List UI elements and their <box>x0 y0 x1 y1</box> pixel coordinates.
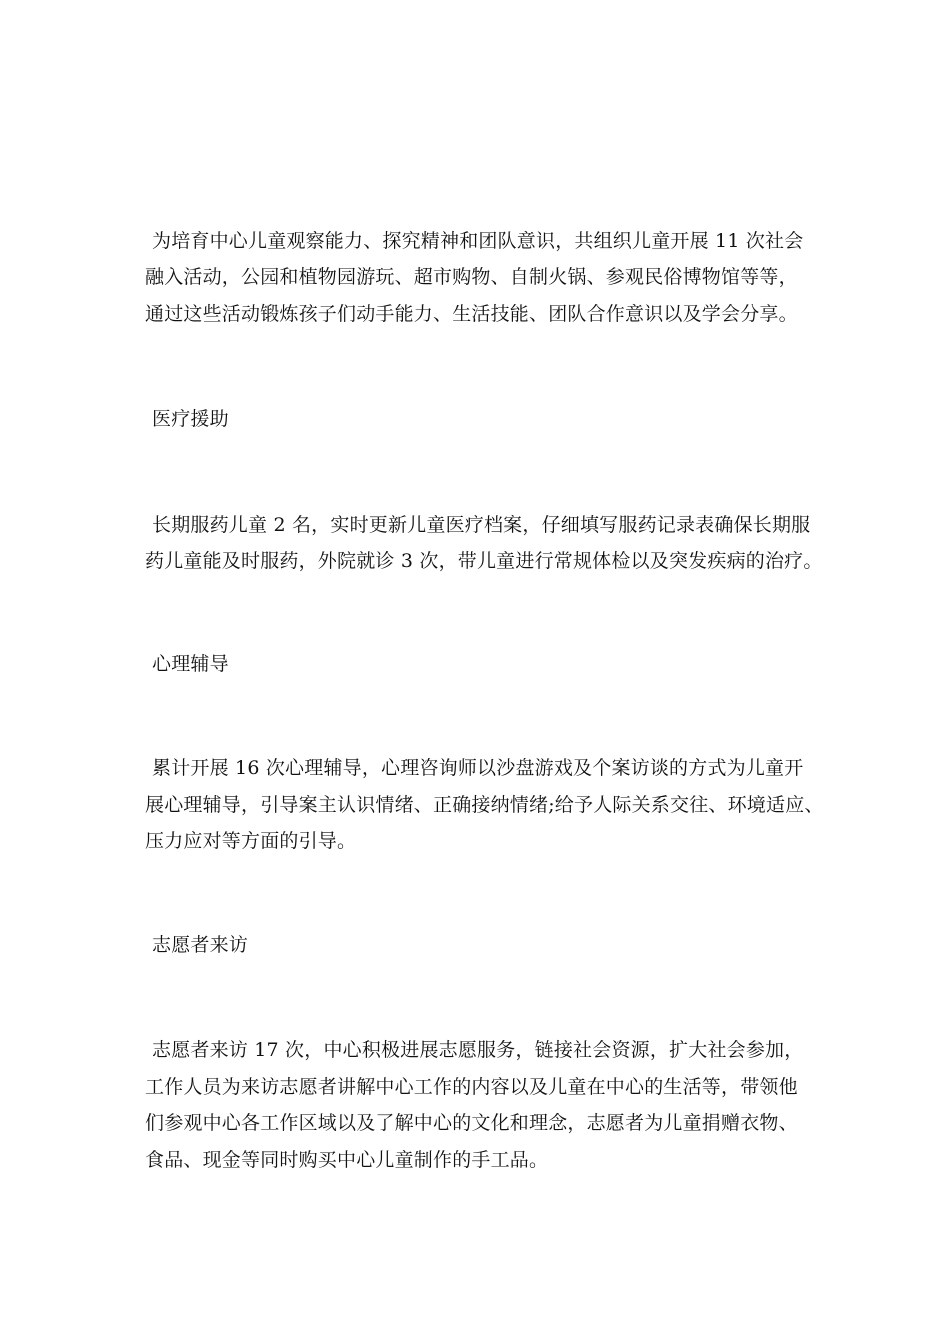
paragraph-line: 累计开展 16 次心理辅导，心理咨询师以沙盘游戏及个案访谈的方式为儿童开 <box>152 757 804 779</box>
paragraph-line: 为培育中心儿童观察能力、探究精神和团队意识，共组织儿童开展 11 次社会 <box>152 230 804 252</box>
paragraph-line: 食品、现金等同时购买中心儿童制作的手工品。 <box>145 1149 549 1171</box>
section-heading-medical: 医疗援助 <box>152 408 229 430</box>
paragraph-line: 志愿者来访 17 次，中心积极进展志愿服务，链接社会资源，扩大社会参加， <box>152 1039 804 1061</box>
section-heading-volunteers: 志愿者来访 <box>152 934 249 956</box>
paragraph-line: 通过这些活动锻炼孩子们动手能力、生活技能、团队合作意识以及学会分享。 <box>145 303 798 325</box>
paragraph-line: 药儿童能及时服药，外院就诊 3 次，带儿童进行常规体检以及突发疾病的治疗。 <box>145 550 823 572</box>
paragraph-line: 工作人员为来访志愿者讲解中心工作的内容以及儿童在中心的生活等，带领他 <box>145 1076 798 1098</box>
paragraph-line: 展心理辅导，引导案主认识情绪、正确接纳情绪;给予人际关系交往、环境适应、 <box>145 794 824 816</box>
section-heading-counseling: 心理辅导 <box>152 653 229 675</box>
paragraph-line: 压力应对等方面的引导。 <box>145 830 357 852</box>
paragraph-line: 们参观中心各工作区域以及了解中心的文化和理念，志愿者为儿童捐赠衣物、 <box>145 1112 798 1134</box>
paragraph-line: 融入活动，公园和植物园游玩、超市购物、自制火锅、参观民俗博物馆等等， <box>145 266 798 288</box>
paragraph-line: 长期服药儿童 2 名，实时更新儿童医疗档案，仔细填写服药记录表确保长期服 <box>152 514 811 536</box>
